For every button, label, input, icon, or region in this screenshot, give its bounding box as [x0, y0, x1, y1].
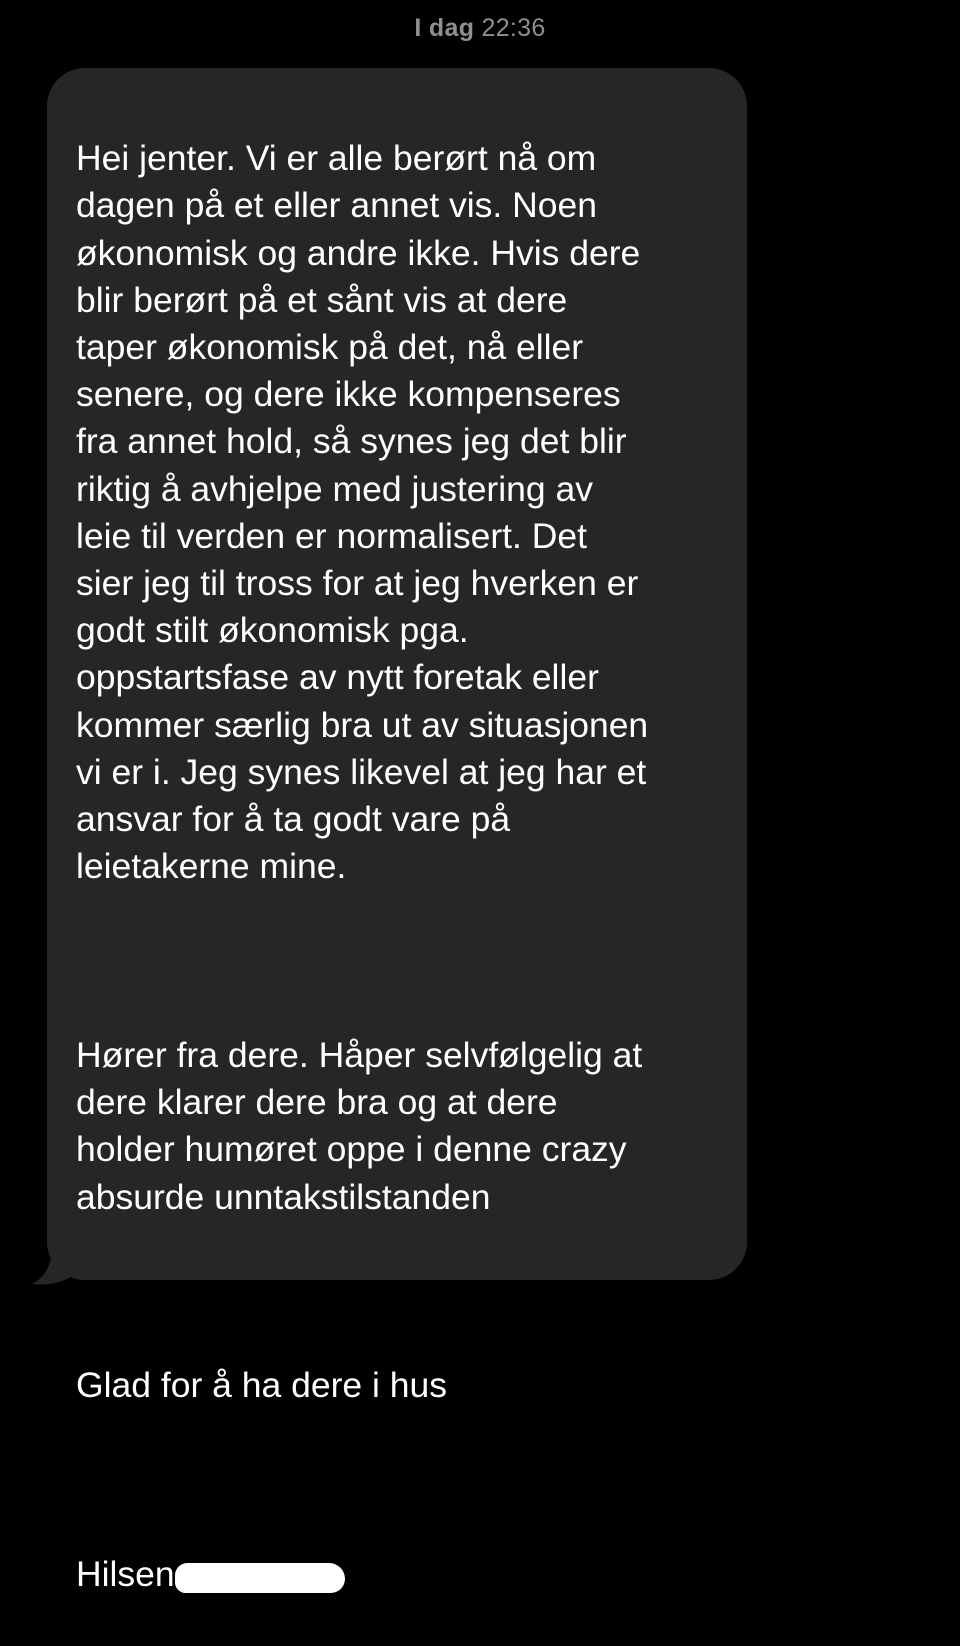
message-bubble[interactable]	[47, 68, 747, 1595]
message-paragraph: Hei jenter. Vi er alle berørt nå om dagen på et eller annet vis. Noen økonomisk og andre ikke. Hvis dere blir berørt på et sånt vis at dere taper økonomisk på det, nå eller senere, og dere ikke kompenseres fra annet hold, så synes jeg det blir riktig å avhjelpe med justering av leie til verden er normalisert. Det sier jeg til tross for at jeg hverken er godt stilt økonomisk pga. oppstartsfase av nytt foretak eller kommer særlig bra ut av situasjonen vi er i. Jeg synes likevel at jeg har et ansvar for å ta godt vare på leietakerne mine.	[76, 138, 649, 887]
message-timestamp	[0, 14, 960, 43]
signoff-text: Hilsen	[76, 1554, 175, 1595]
message-paragraph: Glad for å ha dere i hus	[76, 1365, 447, 1406]
message-body	[76, 88, 727, 1646]
message-signature	[76, 1551, 727, 1598]
timestamp-time: 22:36	[481, 14, 546, 42]
message-paragraph: Hører fra dere. Håper selvfølgelig at dere klarer dere bra og at dere holder humøret oppe i denne crazy absurde unntakstilstanden	[76, 1035, 643, 1217]
redacted-name	[175, 1563, 345, 1593]
timestamp-day: I dag	[414, 14, 475, 42]
